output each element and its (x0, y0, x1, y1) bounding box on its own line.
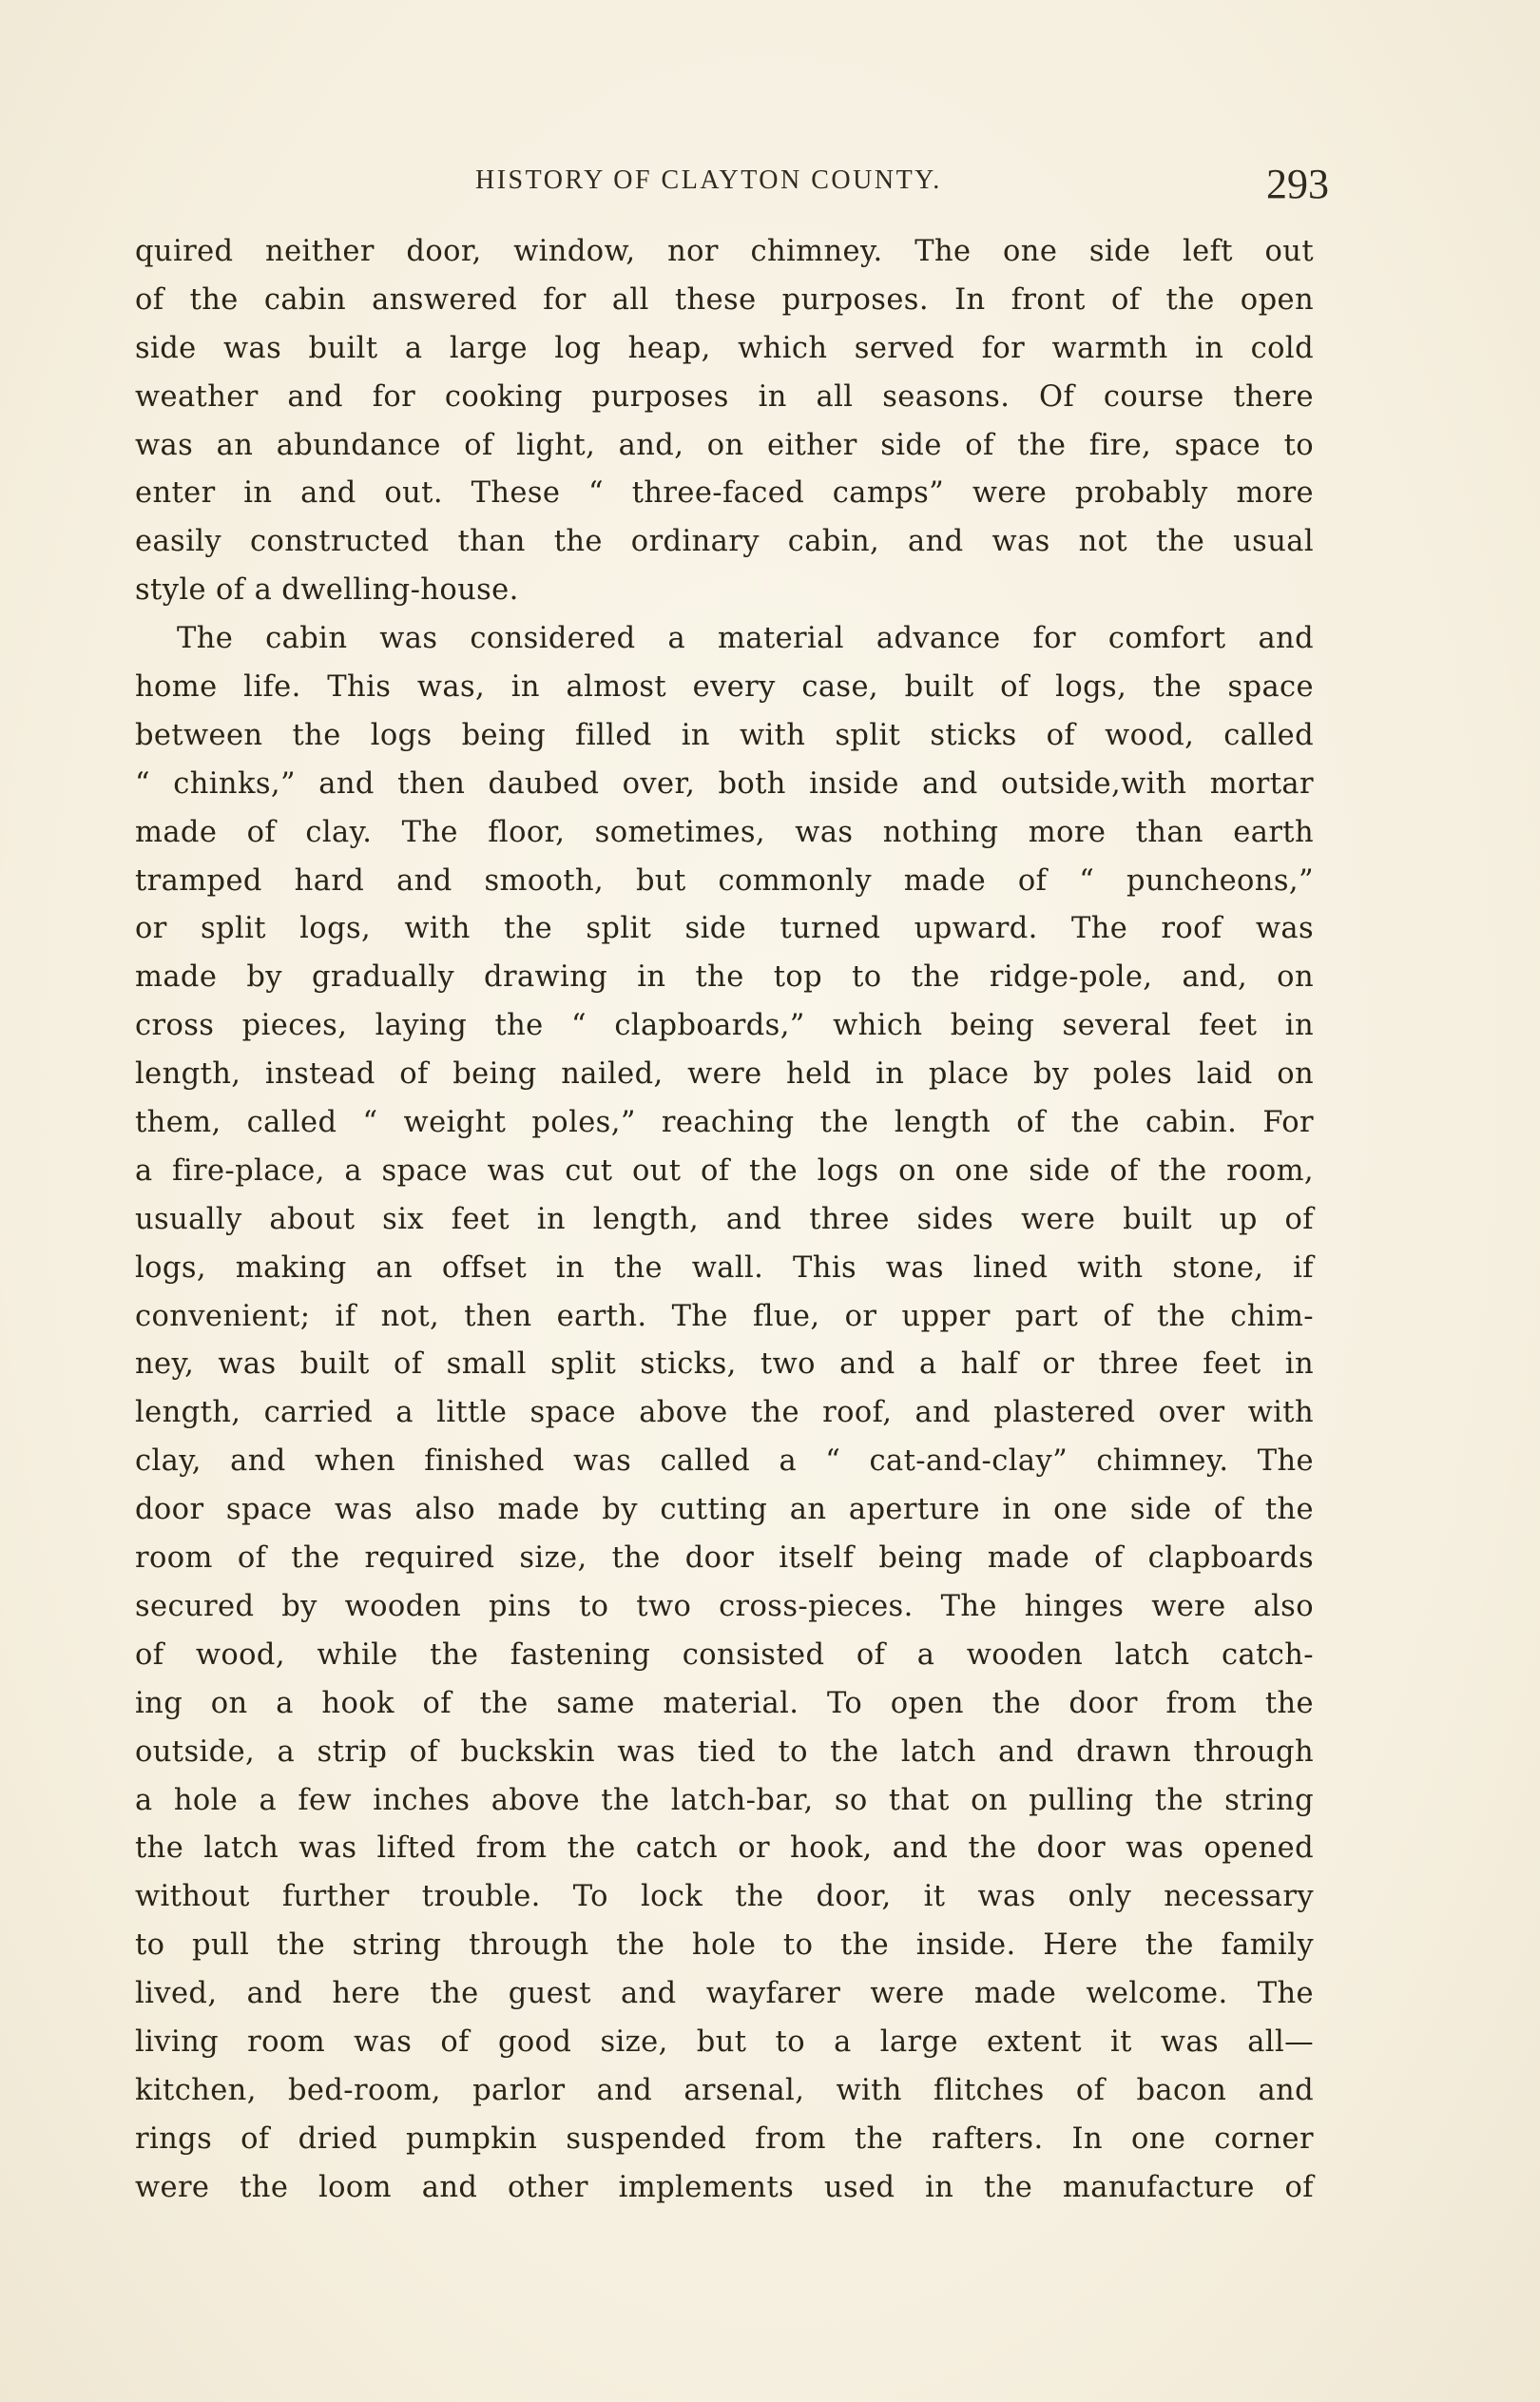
text-line: between the logs being filled in with split sticks of wood, called (135, 718, 1314, 752)
text-line: living room was of good size, but to a large extent it was all— (135, 2024, 1314, 2059)
text-line: room of the required size, the door itself being made of clapboards (135, 1541, 1314, 1576)
text-line: lived, and here the guest and wayfarer were made welcome. The (135, 1977, 1314, 2011)
text-line: made by gradually drawing in the top to the ridge-pole, and, on (135, 960, 1314, 995)
running-head (133, 160, 1329, 217)
text-line: ney, was built of small split sticks, two and a half or three feet in (135, 1347, 1314, 1382)
text-line: a hole a few inches above the latch-bar, so that on pulling the string (135, 1783, 1314, 1817)
text-line: usually about six feet in length, and three sides were built up of (135, 1202, 1314, 1236)
text-line: cross pieces, laying the “ clapboards,” which being several feet in (135, 1009, 1314, 1043)
text-line: enter in and out. These “ three-faced camps” were probably more (135, 476, 1314, 511)
text-line: easily constructed than the ordinary cabin, and was not the usual (135, 525, 1314, 559)
text-line: quired neither door, window, nor chimney. The one side left out (135, 235, 1314, 268)
text-line: secured by wooden pins to two cross-pieces. The hinges were also (135, 1589, 1314, 1623)
text-line: rings of dried pumpkin suspended from the rafters. In one corner (135, 2121, 1314, 2156)
text-line: home life. This was, in almost every case, built of logs, the space (135, 670, 1314, 705)
text-line: “ chinks,” and then daubed over, both inside and outside,with mortar (135, 766, 1314, 801)
text-line: or split logs, with the split side turned upward. The roof was (135, 912, 1314, 946)
text-line: made of clay. The floor, sometimes, was nothing more than earth (135, 815, 1314, 849)
running-title: HISTORY OF CLAYTON COUNTY. (475, 165, 942, 195)
text-line: a fire-place, a space was cut out of the logs on one side of the room, (135, 1153, 1314, 1188)
text-line: were the loom and other implements used in the manufacture of (135, 2170, 1314, 2204)
text-line: the latch was lifted from the catch or hook, and the door was opened (135, 1831, 1314, 1866)
text-line: of the cabin answered for all these purposes. In front of the open (135, 282, 1314, 317)
text-line: tramped hard and smooth, but commonly made of “ puncheons,” (135, 863, 1314, 898)
text-line: to pull the string through the hole to the inside. Here the family (135, 1928, 1314, 1963)
text-line: ing on a hook of the same material. To open the door from the (135, 1686, 1314, 1720)
body-text (135, 228, 1314, 2213)
text-line: without further trouble. To lock the door, it was only necessary (135, 1880, 1314, 1914)
text-line: logs, making an offset in the wall. This was lined with stone, if (135, 1250, 1314, 1285)
text-line: door space was also made by cutting an aperture in one side of the (135, 1493, 1314, 1527)
text-line: outside, a strip of buckskin was tied to the latch and drawn through (135, 1734, 1314, 1769)
text-line: them, called “ weight poles,” reaching the length of the cabin. For (135, 1106, 1314, 1140)
text-line: side was built a large log heap, which served for warmth in cold (135, 331, 1314, 365)
text-line: clay, and when finished was called a “ cat-and-clay” chimney. The (135, 1444, 1314, 1479)
text-line: convenient; if not, then earth. The flue, or upper part of the chim- (135, 1299, 1314, 1333)
text-line: style of a dwelling-house. (135, 573, 519, 608)
text-line: kitchen, bed-room, parlor and arsenal, with flitches of bacon and (135, 2073, 1314, 2107)
text-line: weather and for cooking purposes in all seasons. Of course there (135, 379, 1314, 414)
text-line: length, carried a little space above the roof, and plastered over with (135, 1396, 1314, 1430)
text-line: was an abundance of light, and, on either side of the fire, space to (135, 428, 1314, 462)
text-line: of wood, while the fastening consisted of a wooden latch catch- (135, 1637, 1314, 1672)
text-line: length, instead of being nailed, were held in place by poles laid on (135, 1057, 1314, 1092)
page-number: 293 (1266, 161, 1329, 207)
text-line: The cabin was considered a material advance for comfort and (177, 622, 1314, 656)
